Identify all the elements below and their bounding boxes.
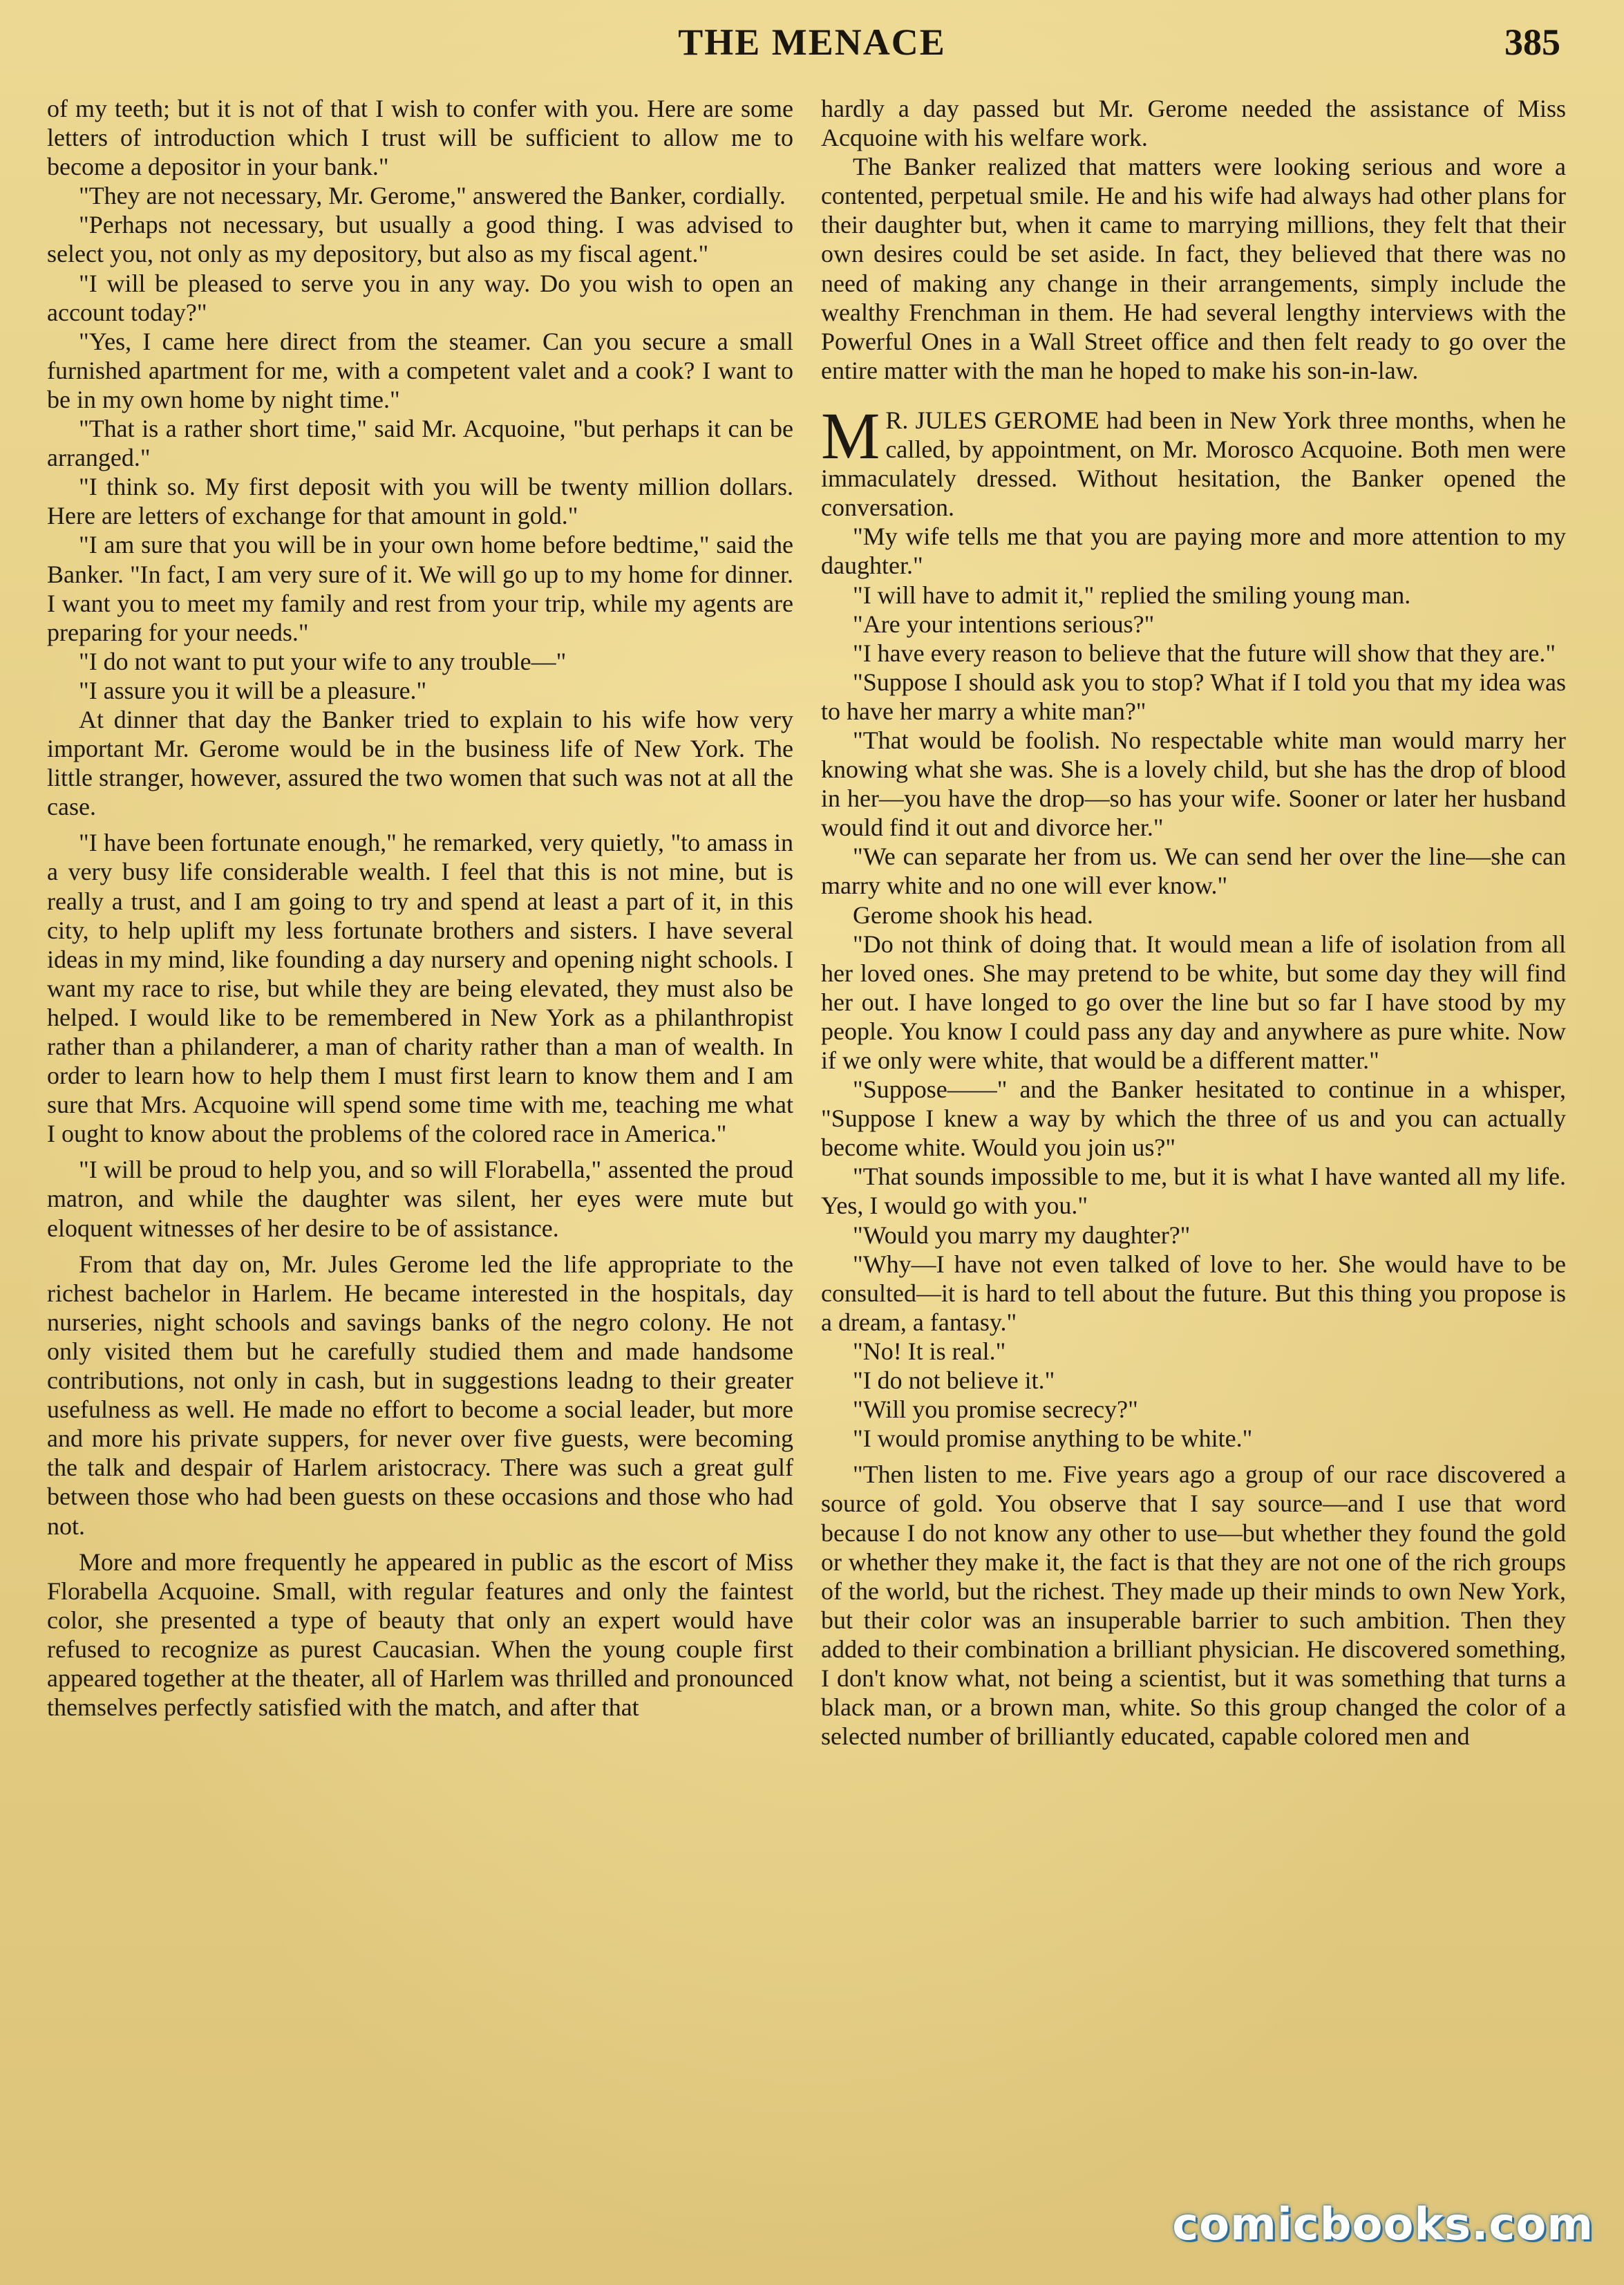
paragraph: "I am sure that you will be in your own home before bedtime," said the Banker. "In fact, I am very sure of it. We will go up to my home for dinner. I want you to meet my family and rest from your trip, while my agents are preparing for your needs." xyxy=(47,531,793,646)
right-column xyxy=(821,94,1566,1751)
paragraph: "That is a rather short time," said Mr. Acquoine, "but perhaps it can be arranged." xyxy=(47,415,793,472)
paragraph: "Are your intentions serious?" xyxy=(853,610,1155,638)
paragraph: "Will you promise secrecy?" xyxy=(853,1395,1138,1424)
paragraph: "That would be foolish. No respectable white man would marry her knowing what she was. She is a lovely child, but she has the drop of blood in her—you have the drop—so has your wife. Sooner or later her husband would find it out and divorce her." xyxy=(821,726,1566,842)
magazine-title: THE MENACE xyxy=(678,21,946,63)
paragraph: "I do not believe it." xyxy=(853,1366,1055,1395)
drop-cap: M xyxy=(821,398,880,473)
paragraph: "No! It is real." xyxy=(853,1337,1006,1365)
section-lead: R. JULES GEROME xyxy=(885,406,1099,434)
paragraph: "I will be proud to help you, and so will Florabella," assented the proud matron, and while the daughter was silent, her eyes were mute but eloquent witnesses of her desire to be of assistance. xyxy=(47,1156,793,1242)
watermark-logo: comicbooks.com xyxy=(1172,2199,1594,2250)
paragraph: "That sounds impossible to me, but it is what I have wanted all my life. Yes, I would go with you." xyxy=(821,1163,1566,1220)
paragraph: "Why—I have not even talked of love to her. She would have to be consulted—it is hard to tell about the future. But this thing you propose is a dream, a fantasy." xyxy=(821,1250,1566,1336)
paragraph: "I will have to admit it," replied the smiling young man. xyxy=(853,581,1411,609)
paragraph: "Suppose——" and the Banker hesitated to continue in a whisper, "Suppose I knew a way by which the three of us and you can actually become white. Would you join us?" xyxy=(821,1075,1566,1162)
paragraph: "My wife tells me that you are paying more and more attention to my daughter." xyxy=(821,523,1566,580)
paragraph: hardly a day passed but Mr. Gerome needed the assistance of Miss Acquoine with his welfare work. xyxy=(821,95,1566,152)
paragraph: "Then listen to me. Five years ago a group of our race discovered a source of gold. You observe that I say source—and I use that word because I do not know any other to use—but whether they found the gold or whether they make it, the fact is that they are not one of the rich groups of the world, but the richest. They made up their minds to own New York, but their color was an insuperable barrier to such ambition. Then they added to their combination a brilliant physician. He discovered something, I don't know what, not being a scientist, but it was something that turns a black man, or a brown man, white. So this group changed the color of a selected number of brilliantly educated, capable colored men and xyxy=(821,1460,1566,1751)
section-rest: had been in New York three months, when he called, by appointment, on Mr. Morosco Acquoine. Both men were immaculately dressed. Without hesitation, the Banker opened the conversation. xyxy=(821,406,1566,522)
paragraph: "I have been fortunate enough," he remarked, very quietly, "to amass in a very busy life considerable wealth. I feel that this is not mine, but is really a trust, and I am going to try and spend at least a part of it, in this city, to help uplift my less fortunate brothers and sisters. I have several ideas in my mind, like founding a day nursery and opening night schools. I want my race to rise, but while they are being elevated, they must also be helped. I would like to be remembered in New York as a philanthropist rather than a philanderer, a man of charity rather than a man of wealth. In order to learn how to help them I must first learn to know them and I am sure that Mrs. Acquoine will spend some time with me, teaching me what I ought to know about the problems of the colored race in America." xyxy=(47,829,793,1148)
paragraph: "I assure you it will be a pleasure." xyxy=(79,676,427,704)
paragraph: Gerome shook his head. xyxy=(853,901,1093,929)
section-opening-paragraph xyxy=(821,398,1566,522)
paragraph: "Perhaps not necessary, but usually a good thing. I was advised to select you, not only as my depository, but also as my fiscal agent." xyxy=(47,211,793,268)
paragraph: "I think so. My first deposit with you will be twenty million dollars. Here are letters of exchange for that amount in gold." xyxy=(47,473,793,530)
paragraph: "We can separate her from us. We can send her over the line—she can marry white and no one will ever know." xyxy=(821,843,1566,900)
right-column-top xyxy=(821,94,1566,385)
paragraph: "They are not necessary, Mr. Gerome," answered the Banker, cordially. xyxy=(79,182,786,210)
paragraph: "Would you marry my daughter?" xyxy=(853,1221,1191,1249)
paragraph: "Do not think of doing that. It would mean a life of isolation from all her loved ones. She may pretend to be white, but some day they will find her out. I have longed to go over the line but so far I have stood by my people. You know I could pass any day and anywhere as pure white. Now if we only were white, that would be a different matter." xyxy=(821,930,1566,1074)
paragraph: From that day on, Mr. Jules Gerome led the life appropriate to the richest bachelor in Harlem. He became interested in the hospitals, day nurseries, night schools and savings banks of the negro colony. He not only visited them but he carefully studied them and made handsome contributions, not only in cash, but in suggestions leadng to their greater usefulness as well. He made no effort to become a social leader, but more and more his private suppers, for never over five guests, were becoming the talk and despair of Harlem aristocracy. There was such a great gulf between those who had been guests on these occasions and those who had not. xyxy=(47,1250,793,1540)
paragraph: The Banker realized that matters were looking serious and wore a contented, perpetual smile. He and his wife had always had other plans for their daughter but, when it came to marrying millions, they felt that their own desires could be set aside. In fact, they believed that there was no need of making any change in their arrangements, simply include the wealthy Frenchman in them. He had several lengthy interviews with the Powerful Ones in a Wall Street office and then felt ready to go over the entire matter with the man he hoped to make his son-in-law. xyxy=(821,153,1566,384)
paragraph: "Yes, I came here direct from the steamer. Can you secure a small furnished apartment for me, with a competent valet and a cook? I want to be in my own home by night time." xyxy=(47,327,793,413)
paragraph: "I have every reason to believe that the future will show that they are." xyxy=(853,639,1556,667)
paragraph: "I do not want to put your wife to any trouble—" xyxy=(79,647,567,675)
paragraph: "Suppose I should ask you to stop? What if I told you that my idea was to have her marry a white man?" xyxy=(821,668,1566,725)
page-number: 385 xyxy=(1504,21,1560,63)
paragraph: At dinner that day the Banker tried to explain to his wife how very important Mr. Gerome would be in the business life of New York. The little stranger, however, assured the two women that such was not at all the case. xyxy=(47,705,793,821)
paragraph: "I will be pleased to serve you in any way. Do you wish to open an account today?" xyxy=(47,269,793,326)
left-column xyxy=(47,94,793,1722)
paragraph: of my teeth; but it is not of that I wish to confer with you. Here are some letters of introduction which I trust will be sufficient to allow me to become a depositor in your bank." xyxy=(47,95,793,181)
page-header xyxy=(0,21,1624,69)
paragraph: More and more frequently he appeared in public as the escort of Miss Florabella Acquoine. Small, with regular features and only the faintest color, she presented a type of beauty that only an expert would have refused to recognize as purest Caucasian. When the young couple first appeared together at the theater, all of Harlem was thrilled and pronounced themselves perfectly satisfied with the match, and after that xyxy=(47,1548,793,1722)
paragraph: "I would promise anything to be white." xyxy=(853,1424,1253,1453)
right-column-bottom xyxy=(821,522,1566,1751)
